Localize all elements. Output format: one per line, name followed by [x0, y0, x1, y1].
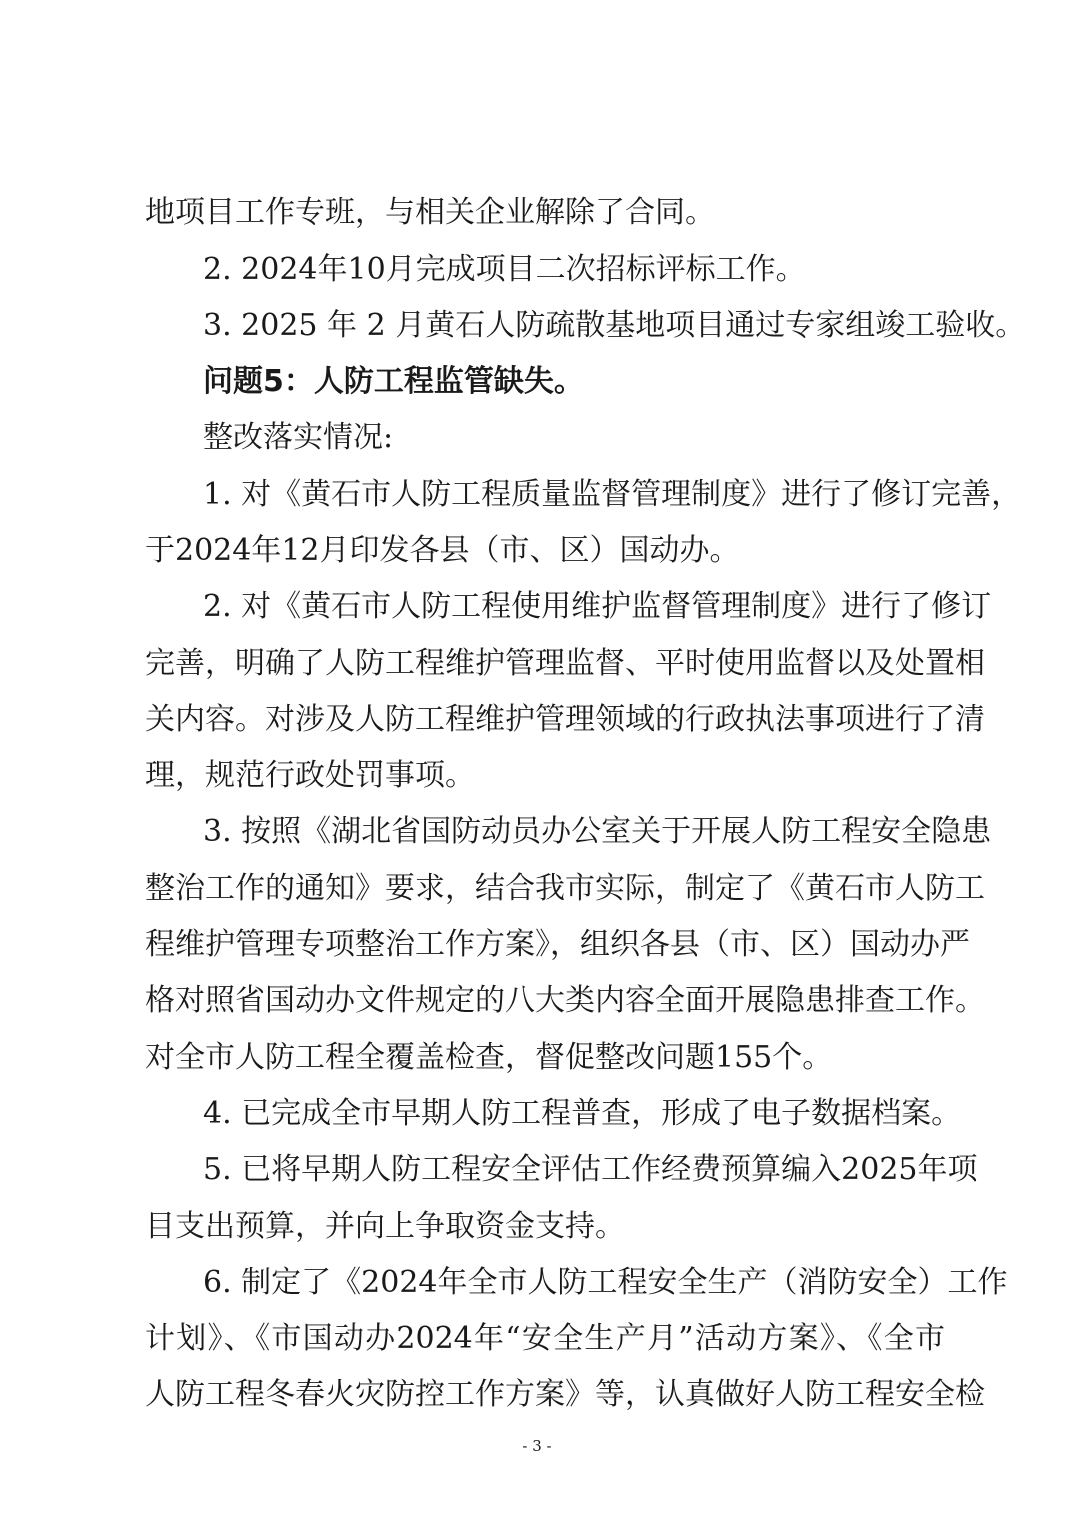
paragraph-line: 完善，明确了人防工程维护管理监督、平时使用监督以及处置相	[145, 646, 985, 681]
paragraph-line: 关内容。对涉及人防工程维护管理领域的行政执法事项进行了清	[145, 702, 985, 737]
paragraph-line: 2. 对《黄石市人防工程使用维护监督管理制度》进行了修订	[203, 589, 992, 624]
paragraph-line: 格对照省国动办文件规定的八大类内容全面开展隐患排查工作。	[145, 983, 985, 1018]
paragraph-line: 目支出预算，并向上争取资金支持。	[145, 1209, 625, 1244]
paragraph-line: 理，规范行政处罚事项。	[145, 758, 475, 793]
paragraph-line: 3. 按照《湖北省国防动员办公室关于开展人防工程安全隐患	[203, 814, 992, 849]
paragraph-line: 1. 对《黄石市人防工程质量监督管理制度》进行了修订完善，	[203, 477, 1022, 512]
section-heading: 问题5：人防工程监管缺失。	[203, 364, 584, 399]
paragraph-line: 计划》、《市国动办2024年“安全生产月”活动方案》、《全市	[145, 1321, 945, 1356]
paragraph-line: 3. 2025 年 2 月黄石人防疏散基地项目通过专家组竣工验收。	[203, 308, 1026, 343]
paragraph-line: 2. 2024年10月完成项目二次招标评标工作。	[203, 252, 806, 287]
paragraph-line: 于2024年12月印发各县（市、区）国动办。	[145, 533, 740, 568]
paragraph-line: 6. 制定了《2024年全市人防工程安全生产（消防安全）工作	[203, 1265, 1008, 1300]
paragraph-line: 地项目工作专班，与相关企业解除了合同。	[145, 195, 715, 230]
page-number: - 3 -	[522, 1437, 552, 1455]
paragraph-line: 整改落实情况:	[203, 420, 394, 455]
paragraph-line: 对全市人防工程全覆盖检查，督促整改问题155个。	[145, 1040, 833, 1075]
paragraph-line: 人防工程冬春火灾防控工作方案》等，认真做好人防工程安全检	[145, 1377, 985, 1412]
paragraph-line: 整治工作的通知》要求，结合我市实际，制定了《黄石市人防工	[145, 871, 985, 906]
paragraph-line: 4. 已完成全市早期人防工程普查，形成了电子数据档案。	[203, 1096, 962, 1131]
paragraph-line: 程维护管理专项整治工作方案》，组织各县（市、区）国动办严	[145, 927, 970, 962]
paragraph-line: 5. 已将早期人防工程安全评估工作经费预算编入2025年项	[203, 1152, 978, 1187]
